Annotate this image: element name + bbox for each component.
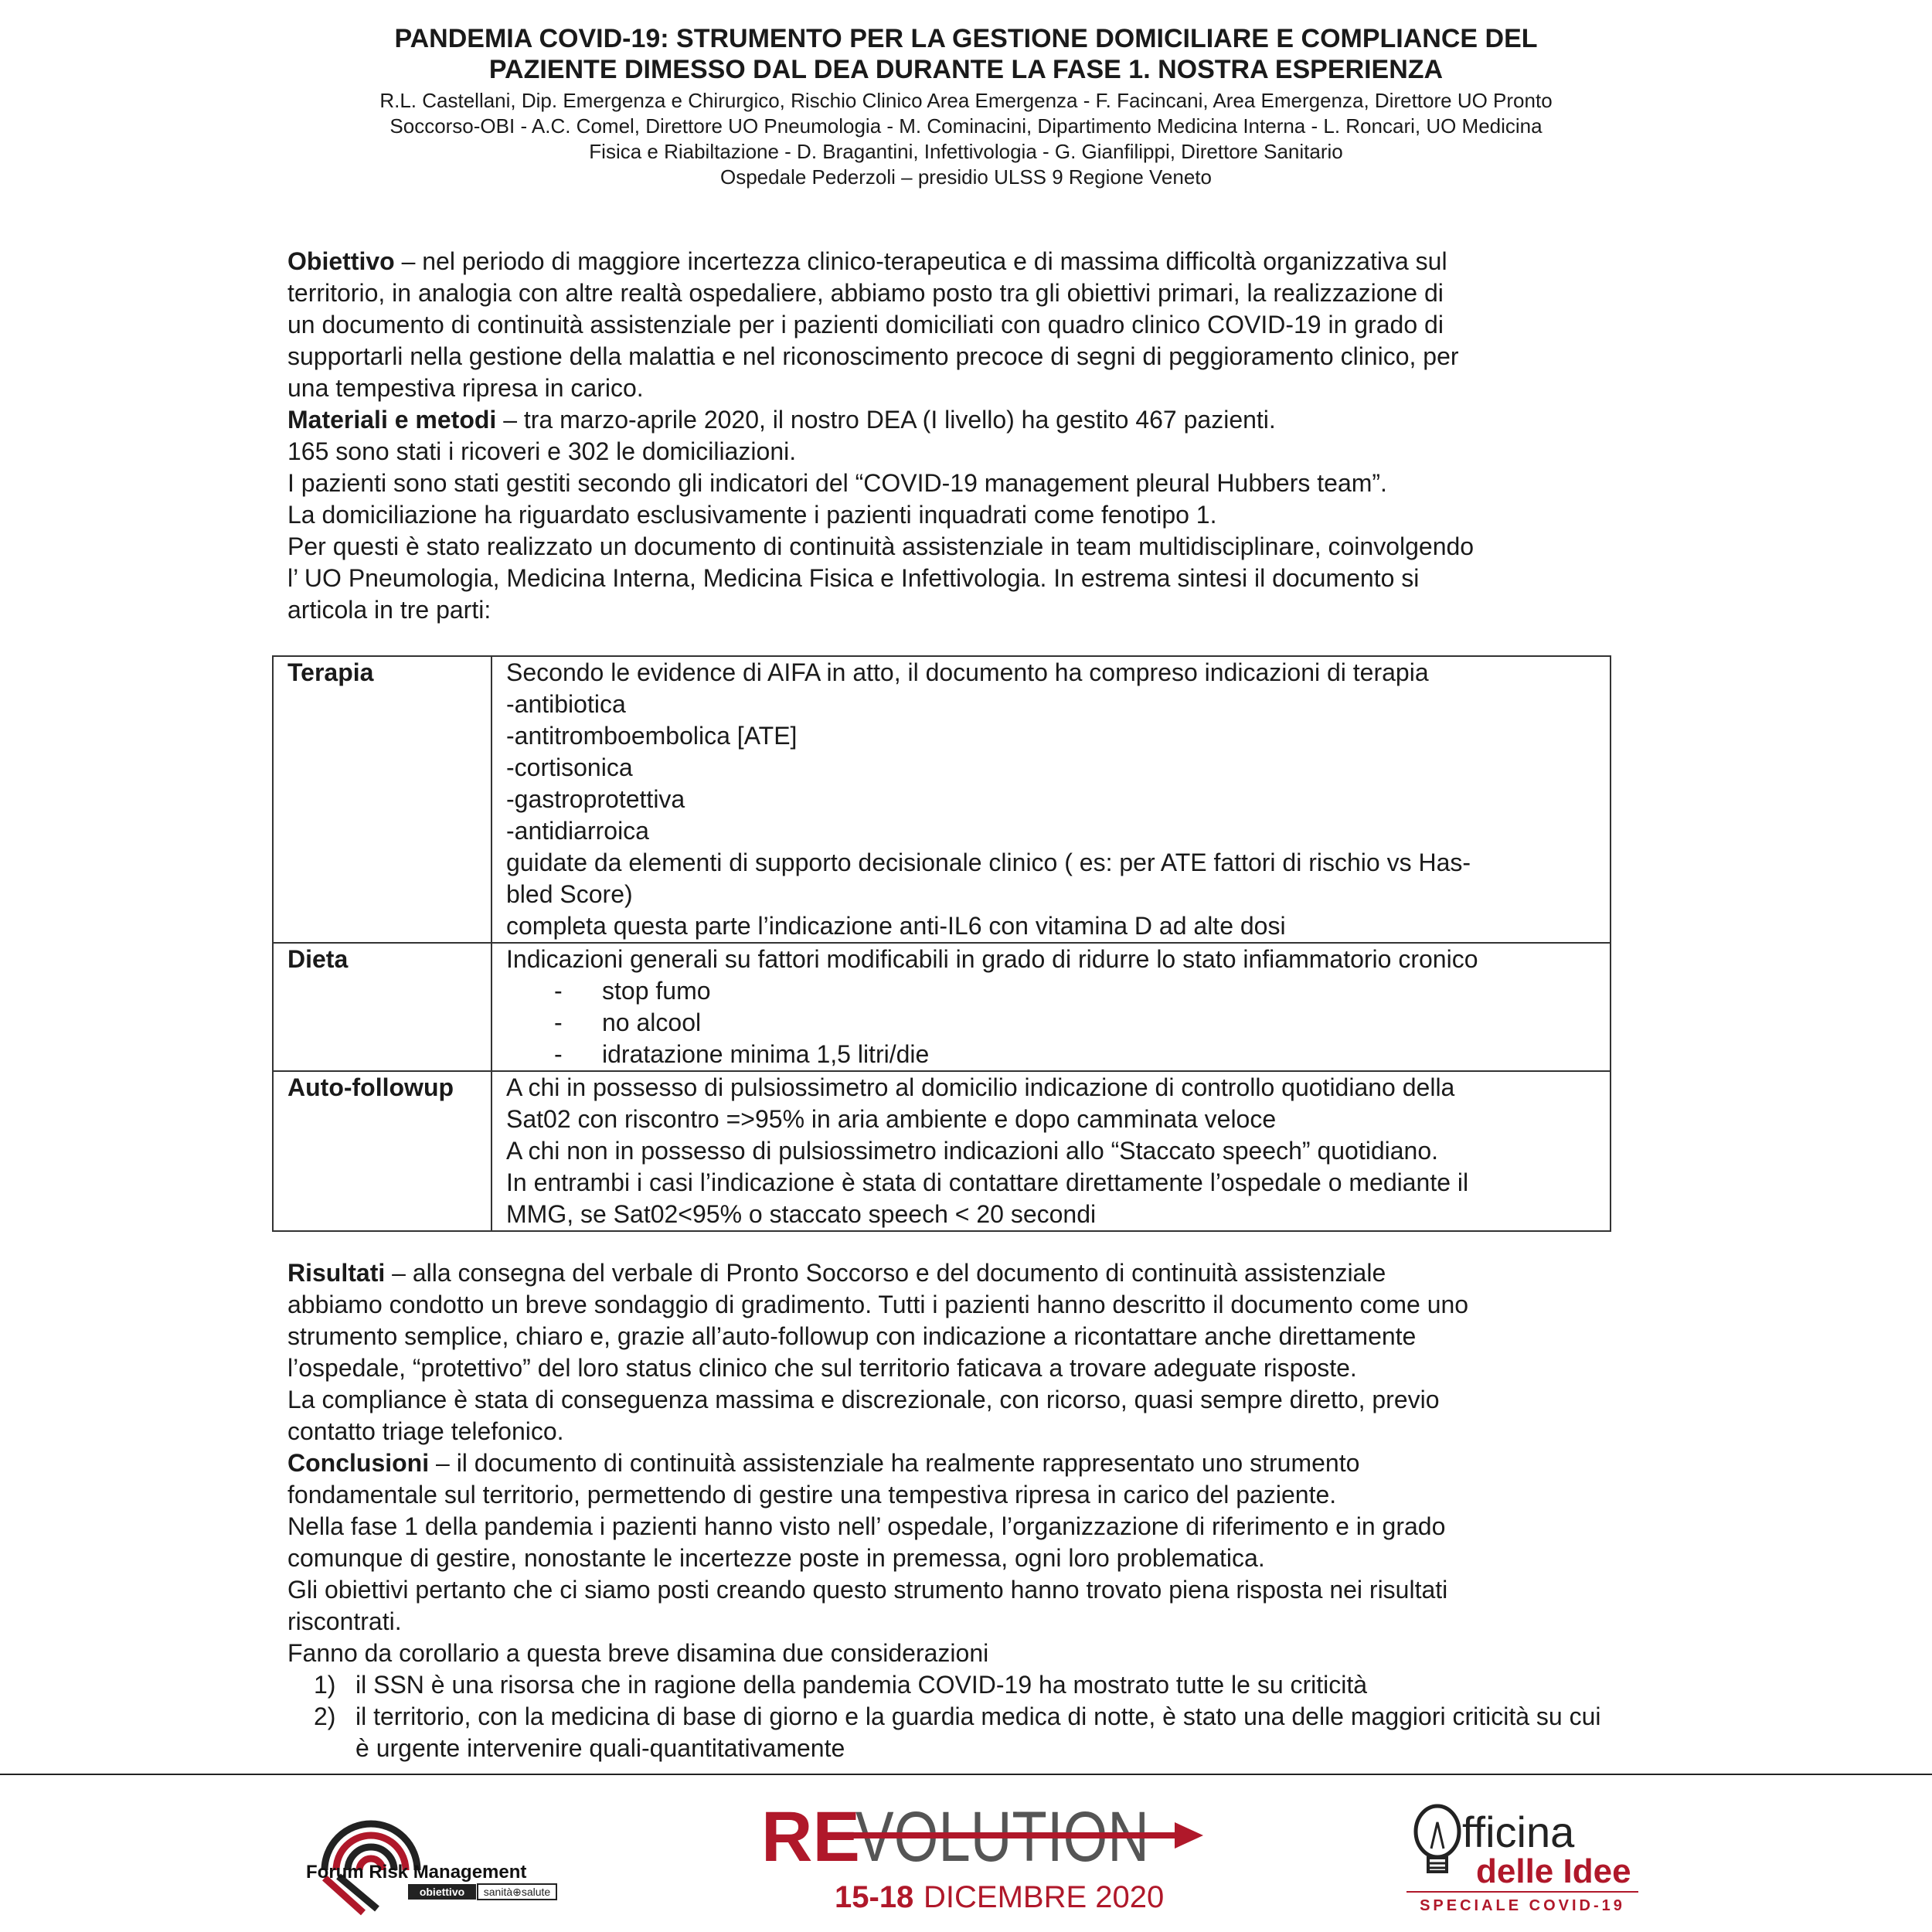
considerations-list: [287, 1669, 1617, 1764]
lightbulb-icon: [1416, 1806, 1459, 1872]
risultati-paragraph: Risultati – alla consegna del verbale di Pronto Soccorso e del documento di continuità assistenziale: [287, 1259, 1386, 1287]
row-content: Indicazioni generali su fattori modificabili in grado di ridurre lo stato infiammatorio cronico - stop fumo - no alcool - idratazione minima 1,5 litri/die: [492, 943, 1611, 1071]
list-item: - idratazione minima 1,5 litri/die: [554, 1040, 930, 1068]
document-header: [0, 23, 1932, 190]
conclusioni-paragraph: Conclusioni – il documento di continuità assistenziale ha realmente rappresentato uno strumento: [287, 1449, 1360, 1477]
list-item: - no alcool: [554, 1009, 702, 1036]
frm-name: Forum Risk Management: [306, 1862, 527, 1883]
materiali-paragraph: Materiali e metodi – tra marzo-aprile 2020, il nostro DEA (I livello) ha gestito 467 pazienti.: [287, 406, 1276, 434]
row-label: Terapia: [273, 656, 492, 943]
intro-section: Obiettivo – nel periodo di maggiore incertezza clinico-terapeutica e di massima difficoltà organizzativa sul territorio, in analogia con altre realtà ospedaliere, abbiamo posto tra gli obiettivi primari, la realizzazione di un documento di continuità assistenziale per i pazienti domiciliati con quadro clinico COVID-19 in grado di supportarli nella gestione della malattia e nel riconoscimento precoce di segni di peggioramento clinico, per una tempestiva ripresa in carico. Materiali e metodi – tra marzo-aprile 2020, il nostro DEA (I livello) ha gestito 467 pazienti. 165 sono stati i ricoveri e 302 le domiciliazioni. I pazienti sono stati gestiti secondo gli indicatori del “COVID-19 management pleural Hubbers team”. La domiciliazione ha riguardato esclusivamente i pazienti inquadrati come fenotipo 1. Per questi è stato realizzato un documento di continuità assistenziale in team multidisciplinare, coinvolgendo l’ UO Pneumologia, Medicina Interna, Medicina Fisica e Infettivologia. In estrema sintesi il documento si articola in tre parti:: [287, 246, 1617, 626]
table-row: [273, 656, 1611, 943]
event-days: 15-18: [835, 1880, 914, 1914]
delle-idee-word: delle Idee: [1476, 1852, 1631, 1890]
row-content: A chi in possesso di pulsiossimetro al domicilio indicazione di controllo quotidiano della Sat02 con riscontro =>95% in aria ambiente e dopo camminata veloce A chi non in possesso di pulsiossimetro indicazioni allo “Staccato speech” quotidiano. In entrambi i casi l’indicazione è stata di contattare direttamente l’ospedale o mediante il MMG, se Sat02<95% o staccato speech < 20 secondi: [492, 1071, 1611, 1231]
forum-risk-management-logo: [301, 1801, 564, 1917]
results-section: Risultati – alla consegna del verbale di Pronto Soccorso e del documento di continuità assistenziale abbiamo condotto un breve sondaggio di gradimento. Tutti i pazienti hanno descritto il documento come uno strumento semplice, chiaro e, grazie all’auto-followup con indicazione a ricontattare anche direttamente l’ospedale, “protettivo” del loro status clinico che sul territorio faticava a trovare adeguate risposte. La compliance è stata di conseguenza massima e discrezionale, con ricorso, quasi sempre diretto, previo contatto triage telefonico. Conclusioni – il documento di continuità assistenziale ha realmente rappresentato uno strumento fondamentale sul territorio, permettendo di gestire una tempestiva ripresa in carico del paziente. Nella fase 1 della pandemia i pazienti hanno visto nell’ ospedale, l’organizzazione di riferimento e in grado comunque di gestire, nonostante le incertezze poste in premessa, ogni loro problematica. Gli obiettivi pertanto che ci siamo posti creando questo strumento hanno trovato piena risposta nei risultati riscontrati. Fanno da corollario a questa breve disamina due considerazioni 1) il SSN è una risorsa che in ragione della pandemia COVID-19 ha mostrato tutte le su criticità 2) il territorio, con la medicina di base di giorno e la guardia medica di notte, è stato una delle maggiori criticità su cui è urgente intervenire quali-quantitativamente: [287, 1257, 1617, 1764]
list-item: 1) il SSN è una risorsa che in ragione della pandemia COVID-19 ha mostrato tutte le su criticità: [314, 1671, 1368, 1699]
row-label: Dieta: [273, 943, 492, 1071]
table-row: [273, 1071, 1611, 1231]
table-row: [273, 943, 1611, 1071]
author-list: R.L. Castellani, Dip. Emergenza e Chirurgico, Rischio Clinico Area Emergenza - F. Facincani, Area Emergenza, Direttore UO Pronto Soccorso-OBI - A.C. Comel, Direttore UO Pneumologia - M. Cominacini, Dipartimento Medicina Interna - L. Roncari, UO Medicina Fisica e Riabiltazione - D. Bragantini, Infettivologia - G. Gianfilippi, Direttore Sanitario Ospedale Pederzoli – presidio ULSS 9 Regione Veneto: [379, 89, 1553, 189]
obiettivo-paragraph: Obiettivo – nel periodo di maggiore incertezza clinico-terapeutica e di massima difficoltà organizzativa sul: [287, 247, 1447, 275]
speciale-covid-badge: SPECIALE COVID-19: [1420, 1897, 1625, 1914]
event-month: DICEMBRE 2020: [923, 1880, 1165, 1914]
revolution-logo: [761, 1793, 1209, 1917]
officina-word: fficina: [1462, 1808, 1575, 1856]
revolution-gray-letters: VOLUTION: [855, 1798, 1149, 1876]
frm-tag-sanita: sanità⊕salute: [483, 1886, 551, 1898]
list-item: 2) il territorio, con la medicina di base di giorno e la guardia medica di notte, è stato una delle maggiori criticità su cui è urgente intervenire quali-quantitativamente: [314, 1702, 1601, 1762]
footer-divider: [0, 1774, 1932, 1775]
row-label: Auto-followup: [273, 1071, 492, 1231]
document-title: PANDEMIA COVID-19: STRUMENTO PER LA GESTIONE DOMICILIARE E COMPLIANCE DEL PAZIENTE DIMESSO DAL DEA DURANTE LA FASE 1. NOSTRA ESPERIENZA: [394, 24, 1538, 84]
revolution-red-letters: RE: [761, 1798, 860, 1876]
row-content: Secondo le evidence di AIFA in atto, il documento ha compreso indicazioni di terapia -antibiotica -antitromboembolica [ATE] -cortisonica -gastroprotettiva -antidiarroica guidate da elementi di supporto decisionale clinico ( es: per ATE fattori di rischio vs Has- bled Score) completa questa parte l’indicazione anti-IL6 con vitamina D ad alte dosi: [492, 656, 1611, 943]
arrow-head-icon: [1175, 1822, 1203, 1849]
list-item: - stop fumo: [554, 977, 711, 1005]
document-parts-table: [272, 655, 1611, 1232]
frm-tag-obiettivo: obiettivo: [419, 1886, 465, 1898]
officina-delle-idee-logo: [1406, 1791, 1638, 1915]
